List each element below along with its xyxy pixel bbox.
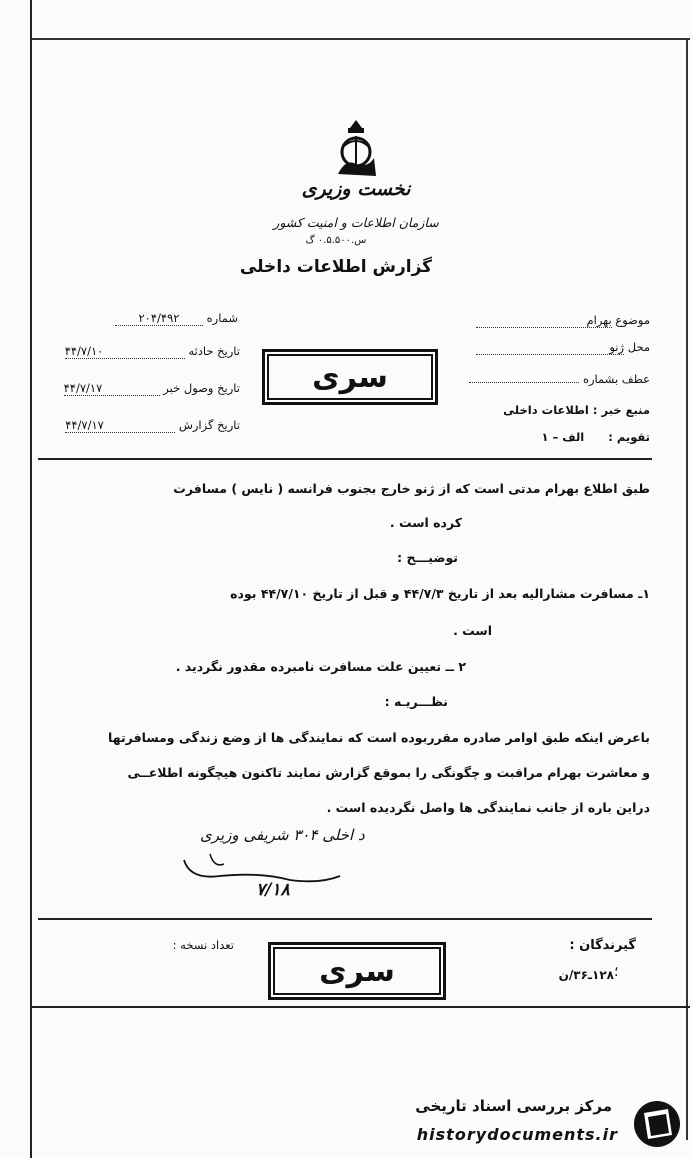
incident-date-field — [40, 344, 240, 359]
report-date-field — [40, 418, 240, 433]
watermark — [396, 1093, 688, 1155]
place-label: محل — [627, 340, 650, 354]
recipients-label: گیرندگان : — [569, 938, 636, 953]
tozih-item-2: ۲ ــ تعیین علت مسافرت نامبرده مقدور نگردید . — [175, 659, 466, 674]
incident-date-label: تاریخ حادثه — [188, 344, 240, 358]
nazariye-heading: نظـــریـه : — [384, 694, 448, 709]
receipt-date-value: ۴۴/۷/۱۷ — [64, 381, 160, 396]
report-date-label: تاریخ گزارش — [178, 418, 240, 432]
receipt-date-label: تاریخ وصول خبر — [163, 381, 240, 395]
ref-field — [466, 370, 650, 386]
source-field — [466, 403, 650, 417]
body-paragraph-1-line-2: کرده است . — [389, 515, 462, 530]
subject-value: بهرام — [476, 313, 612, 328]
tozih-heading: توضیـــح : — [397, 550, 458, 565]
subject-field — [466, 313, 650, 328]
ref-label: عطف بشماره — [582, 372, 650, 386]
header-code: س.۰.۵.۵۰۰ گ — [305, 235, 367, 246]
signature-text: د اخلی ۳۰۴ شریفی وزیری — [200, 826, 365, 844]
ref-value — [469, 370, 579, 383]
reference-number: ۱۲۸ـ۳۶/ن — [558, 968, 614, 982]
secret-stamp-bottom: سری — [268, 942, 446, 1000]
evaluation-value: الف – ۱ — [541, 430, 585, 444]
header-ministry: نخست وزیری — [301, 178, 411, 200]
report-date-value: ۴۴/۷/۱۷ — [65, 418, 175, 433]
number-label: شماره — [206, 311, 238, 325]
number-value: ۲۰۴/۴۹۲ — [115, 311, 203, 326]
lion-and-sun-crest-icon — [326, 118, 386, 184]
incident-date-value: ۴۴/۷/۱۰ — [65, 344, 185, 359]
evaluation-label: تقویم : — [608, 430, 650, 444]
evaluation-field — [466, 430, 650, 444]
receipt-date-field — [40, 381, 240, 396]
frame-right-border — [686, 40, 688, 1140]
frame-top-border — [30, 38, 690, 40]
tozih-item-1-line-1: ۱ـ مسافرت مشارالیه بعد از تاریخ ۴۴/۷/۳ و قبل از تاریخ ۴۴/۷/۱۰ بوده — [230, 586, 650, 601]
watermark-url: historydocuments.ir — [416, 1125, 618, 1144]
watermark-persian: مرکز بررسی اسناد تاریخی — [415, 1097, 612, 1115]
secret-stamp-top: سری — [262, 349, 438, 405]
footer-divider — [38, 918, 652, 920]
bottom-border — [30, 1006, 690, 1008]
place-value: ژنو — [476, 340, 624, 355]
body-paragraph-1-line-1: طبق اطلاع بهرام مدتی است که از ژنو خارج بجنوب فرانسه ( نایس ) مسافرت — [173, 481, 650, 496]
header-organization: سازمان اطلاعات و امنیت کشور — [273, 215, 439, 230]
frame-left-border — [30, 0, 32, 1158]
body-paragraph-2-line-1: باعرض اینکه طبق اوامر صادره مقرربوده است که نمایندگی ها از وضع زندگی ومسافرتها — [108, 730, 650, 745]
place-field — [466, 340, 650, 355]
body-paragraph-2-line-2: و معاشرت بهرام مراقبت و چگونگی را بموقع گزارش نمایند تاکنون هیچگونه اطلاعــی — [127, 765, 650, 780]
header-divider — [38, 458, 652, 460]
copies-label: تعداد نسخه : — [172, 938, 234, 952]
source-label: منبع خبر : — [592, 403, 650, 417]
tozih-item-1-line-2: است . — [453, 623, 492, 638]
signature-date: ۷/۱۸ — [256, 880, 290, 900]
document-archive-logo-icon — [632, 1099, 682, 1149]
source-value: اطلاعات داخلی — [503, 403, 589, 417]
report-title: گزارش اطلاعات داخلی — [239, 257, 433, 277]
side-mark: ؛ — [614, 964, 619, 980]
subject-label: موضوع — [615, 313, 650, 327]
body-paragraph-2-line-3: دراین باره از جانب نمایندگی ها واصل نگردیده است . — [326, 800, 650, 815]
number-field — [88, 311, 238, 326]
